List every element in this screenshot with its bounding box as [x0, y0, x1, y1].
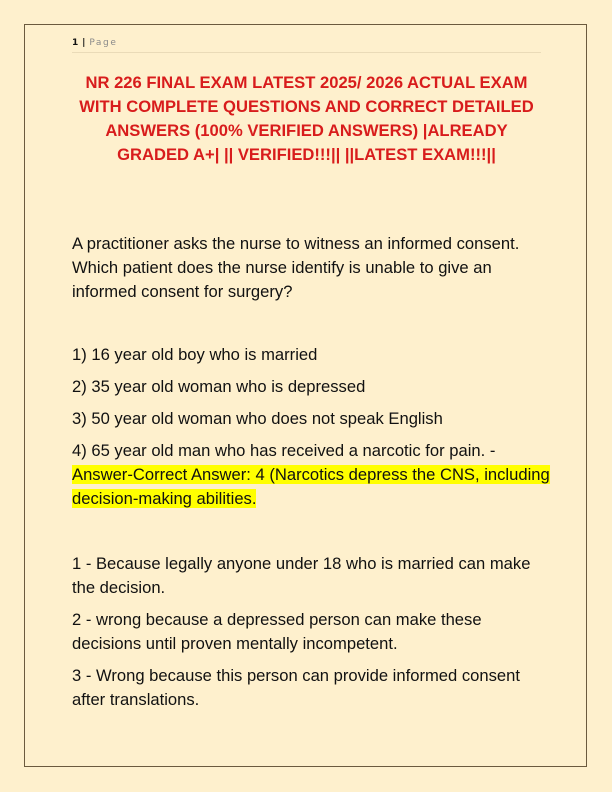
- rationales: [72, 552, 552, 720]
- option-4: [72, 439, 552, 511]
- correct-answer-highlight: Answer-Correct Answer: 4 (Narcotics depress the CNS, including decision-making abilities.: [72, 465, 550, 508]
- page-header: [72, 36, 541, 53]
- answer-options: [72, 343, 552, 519]
- rationale-3: 3 - Wrong because this person can provide informed consent after translations.: [72, 666, 520, 709]
- page-label: Page: [89, 38, 118, 48]
- page-number: 1: [72, 38, 79, 48]
- question-text: A practitioner asks the nurse to witness an informed consent. Which patient does the nurse identify is unable to give an informed consent for surgery?: [72, 234, 520, 301]
- rationale-1: 1 - Because legally anyone under 18 who is married can make the decision.: [72, 554, 531, 597]
- option-4-text: 4) 65 year old man who has received a narcotic for pain. -: [72, 441, 496, 460]
- option-3: 3) 50 year old woman who does not speak English: [72, 409, 443, 428]
- rationale-2: 2 - wrong because a depressed person can make these decisions until proven mentally incompetent.: [72, 610, 482, 653]
- option-2: 2) 35 year old woman who is depressed: [72, 377, 366, 396]
- page-separator: |: [82, 38, 86, 48]
- document-title: NR 226 FINAL EXAM LATEST 2025/ 2026 ACTUAL EXAM WITH COMPLETE QUESTIONS AND CORRECT DETAILED ANSWERS (100% VERIFIED ANSWERS) |ALREADY GRADED A+| || VERIFIED!!!|| ||LATEST EXAM!!!||: [79, 73, 534, 164]
- option-1: 1) 16 year old boy who is married: [72, 345, 318, 364]
